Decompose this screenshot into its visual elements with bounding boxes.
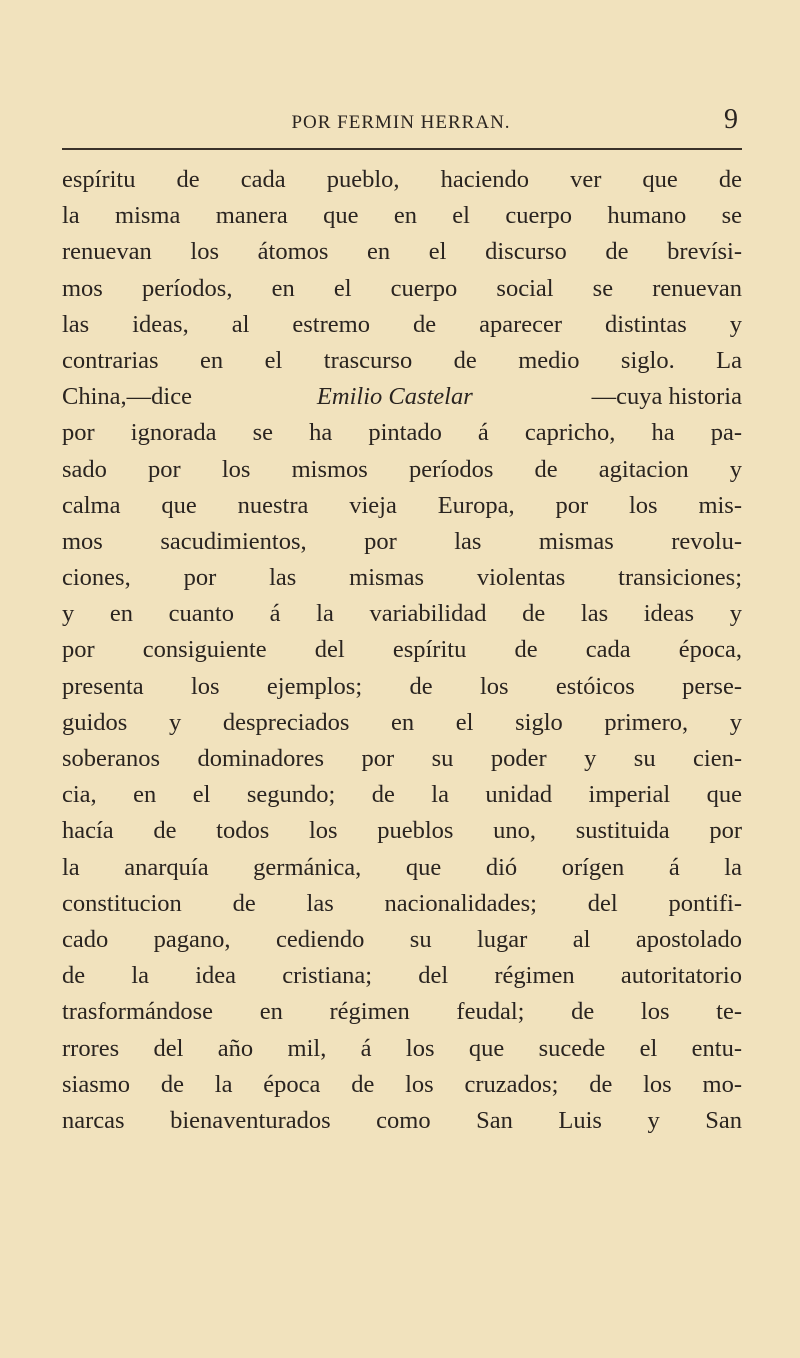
text-line: la anarquía germánica, que dió orígen á la [62,853,742,881]
text-line: cia, en el segundo; de la unidad imperial que [62,781,742,809]
text-line: narcas bienaventurados como San Luis y San [62,1106,742,1134]
text-line: las ideas, al estremo de aparecer distintas y [62,310,742,338]
text-line: y en cuanto á la variabilidad de las ideas y [62,600,742,628]
text-line: cado pagano, cediendo su lugar al apostolado [62,925,742,953]
author-name-italic: Emilio Castelar [316,383,473,411]
text-line: sado por los mismos períodos de agitacion y [62,455,742,483]
text-line: por ignorada se ha pintado á capricho, ha pa- [62,419,742,447]
text-line: contrarias en el trascurso de medio siglo. La [62,346,742,374]
text-line: constitucion de las nacionalidades; del pontifi- [62,889,742,917]
page-number: 9 [724,104,738,135]
text-line: espíritu de cada pueblo, haciendo ver que de [62,166,742,193]
running-title: POR FERMIN HERRAN. [291,112,511,133]
text-line: de la idea cristiana; del régimen autoritatorio [62,962,742,990]
text-line: la misma manera que en el cuerpo humano se [62,202,742,230]
text-line: por consiguiente del espíritu de cada época, [62,636,742,664]
text-line: trasformándose en régimen feudal; de los te- [62,998,742,1026]
text-line: guidos y despreciados en el siglo primero, y [62,708,742,736]
text-line: presenta los ejemplos; de los estóicos perse- [62,672,742,700]
header-rule [62,148,742,150]
text-line: hacía de todos los pueblos uno, sustituida por [62,817,742,845]
text-line: rrores del año mil, á los que sucede el entu- [62,1034,742,1062]
text-line: ciones, por las mismas violentas transiciones; [62,564,742,592]
text-line: mos sacudimientos, por las mismas revolu- [62,527,742,555]
body-text [62,162,742,1139]
text-segment: China,—dice [62,383,199,411]
page-header [62,104,740,144]
text-line: calma que nuestra vieja Europa, por los mis- [62,491,742,519]
text-line: soberanos dominadores por su poder y su cien- [62,745,742,772]
text-line: mos períodos, en el cuerpo social se renuevan [62,274,742,302]
text-segment: —cuya historia [591,383,742,411]
text-line: renuevan los átomos en el discurso de brevísi- [62,238,742,266]
text-line: siasmo de la época de los cruzados; de los mo- [62,1070,742,1098]
text-line [62,379,742,415]
